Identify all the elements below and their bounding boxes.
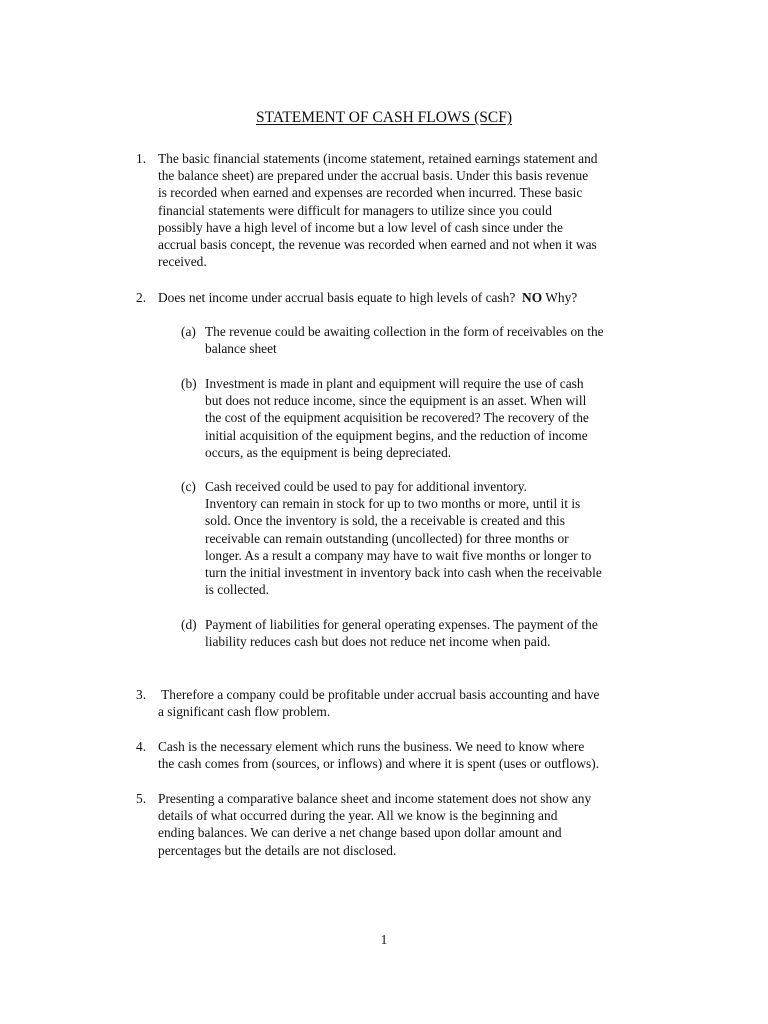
- text-line: Therefore a company could be profitable under accrual basis accounting and have: [158, 687, 600, 702]
- sub-item-letter: (c): [181, 479, 196, 494]
- text-line: [158, 289, 676, 306]
- text-line: Investment is made in plant and equipment will require the use of cash: [205, 376, 584, 391]
- text-line: the cash comes from (sources, or inflows) and where it is spent (uses or outflows).: [158, 756, 600, 772]
- text-line: the cost of the equipment acquisition be recovered? The recovery of the: [205, 410, 589, 426]
- text-line: Presenting a comparative balance sheet and income statement does not show any: [158, 791, 592, 806]
- item-text: [158, 289, 676, 306]
- sub-item-c: [181, 478, 681, 598]
- text-line: sold. Once the inventory is sold, the a receivable is created and this: [205, 513, 565, 529]
- text-line: balance sheet: [205, 341, 277, 357]
- item-number: 5.: [136, 791, 147, 806]
- item-number: 2.: [136, 290, 147, 305]
- text-line: a significant cash flow problem.: [158, 704, 331, 720]
- sub-item-text: [205, 616, 681, 650]
- item-text: [158, 150, 676, 270]
- text-line: percentages but the details are not disclosed.: [158, 842, 397, 858]
- item-number: 4.: [136, 739, 147, 754]
- text-line: Payment of liabilities for general operating expenses. The payment of the: [205, 617, 598, 632]
- text-line: Cash is the necessary element which runs the business. We need to know where: [158, 739, 585, 754]
- list-item-2: [136, 289, 676, 306]
- document-title: STATEMENT OF CASH FLOWS (SCF): [256, 109, 512, 126]
- text-line: liability reduces cash but does not reduce net income when paid.: [205, 634, 551, 650]
- list-item-1: [136, 150, 676, 270]
- answer-no: NO: [522, 290, 543, 305]
- text-line: ending balances. We can derive a net change based upon dollar amount and: [158, 825, 562, 841]
- sub-item-text: [205, 323, 681, 357]
- text-line: initial acquisition of the equipment begins, and the reduction of income: [205, 427, 588, 443]
- text-line: Inventory can remain in stock for up to two months or more, until it is: [205, 496, 581, 512]
- text-line: occurs, as the equipment is being depreciated.: [205, 444, 452, 460]
- text-line: turn the initial investment in inventory back into cash when the receivable: [205, 565, 602, 581]
- text-line: The basic financial statements (income statement, retained earnings statement and: [158, 151, 598, 166]
- sub-item-a: [181, 323, 681, 357]
- text-line: is collected.: [205, 582, 269, 598]
- question-why: Why?: [542, 290, 578, 305]
- item-number: 3.: [136, 687, 147, 702]
- sub-item-b: [181, 375, 681, 461]
- list-item-5: [136, 790, 676, 859]
- item-text: [158, 790, 676, 859]
- sub-item-letter: (d): [181, 617, 197, 632]
- page-number: 1: [380, 932, 388, 947]
- question-text: Does net income under accrual basis equate to high levels of cash?: [158, 290, 523, 305]
- text-line: accrual basis concept, the revenue was recorded when earned and not when it was: [158, 237, 597, 253]
- list-item-3: [136, 686, 676, 720]
- text-line: but does not reduce income, since the equipment is an asset. When will: [205, 393, 587, 409]
- sub-item-text: [205, 478, 681, 598]
- text-line: longer. As a result a company may have to wait five months or longer to: [205, 547, 592, 563]
- item-number: 1.: [136, 151, 147, 166]
- text-line: Cash received could be used to pay for additional inventory.: [205, 479, 527, 494]
- item-text: [158, 738, 676, 772]
- sub-item-text: [205, 375, 681, 461]
- sub-item-letter: (a): [181, 324, 196, 339]
- text-line: the balance sheet) are prepared under the accrual basis. Under this basis revenue: [158, 168, 589, 184]
- item-text: [158, 686, 676, 720]
- sub-item-d: [181, 616, 681, 650]
- text-line: financial statements were difficult for managers to utilize since you could: [158, 202, 552, 218]
- text-line: is recorded when earned and expenses are recorded when incurred. These basic: [158, 185, 583, 201]
- text-line: possibly have a high level of income but a low level of cash since under the: [158, 219, 563, 235]
- sub-item-letter: (b): [181, 376, 197, 391]
- text-line: details of what occurred during the year. All we know is the beginning and: [158, 808, 558, 824]
- text-line: receivable can remain outstanding (uncollected) for three months or: [205, 530, 569, 546]
- list-item-4: [136, 738, 676, 772]
- text-line: received.: [158, 254, 207, 270]
- text-line: The revenue could be awaiting collection in the form of receivables on the: [205, 324, 604, 339]
